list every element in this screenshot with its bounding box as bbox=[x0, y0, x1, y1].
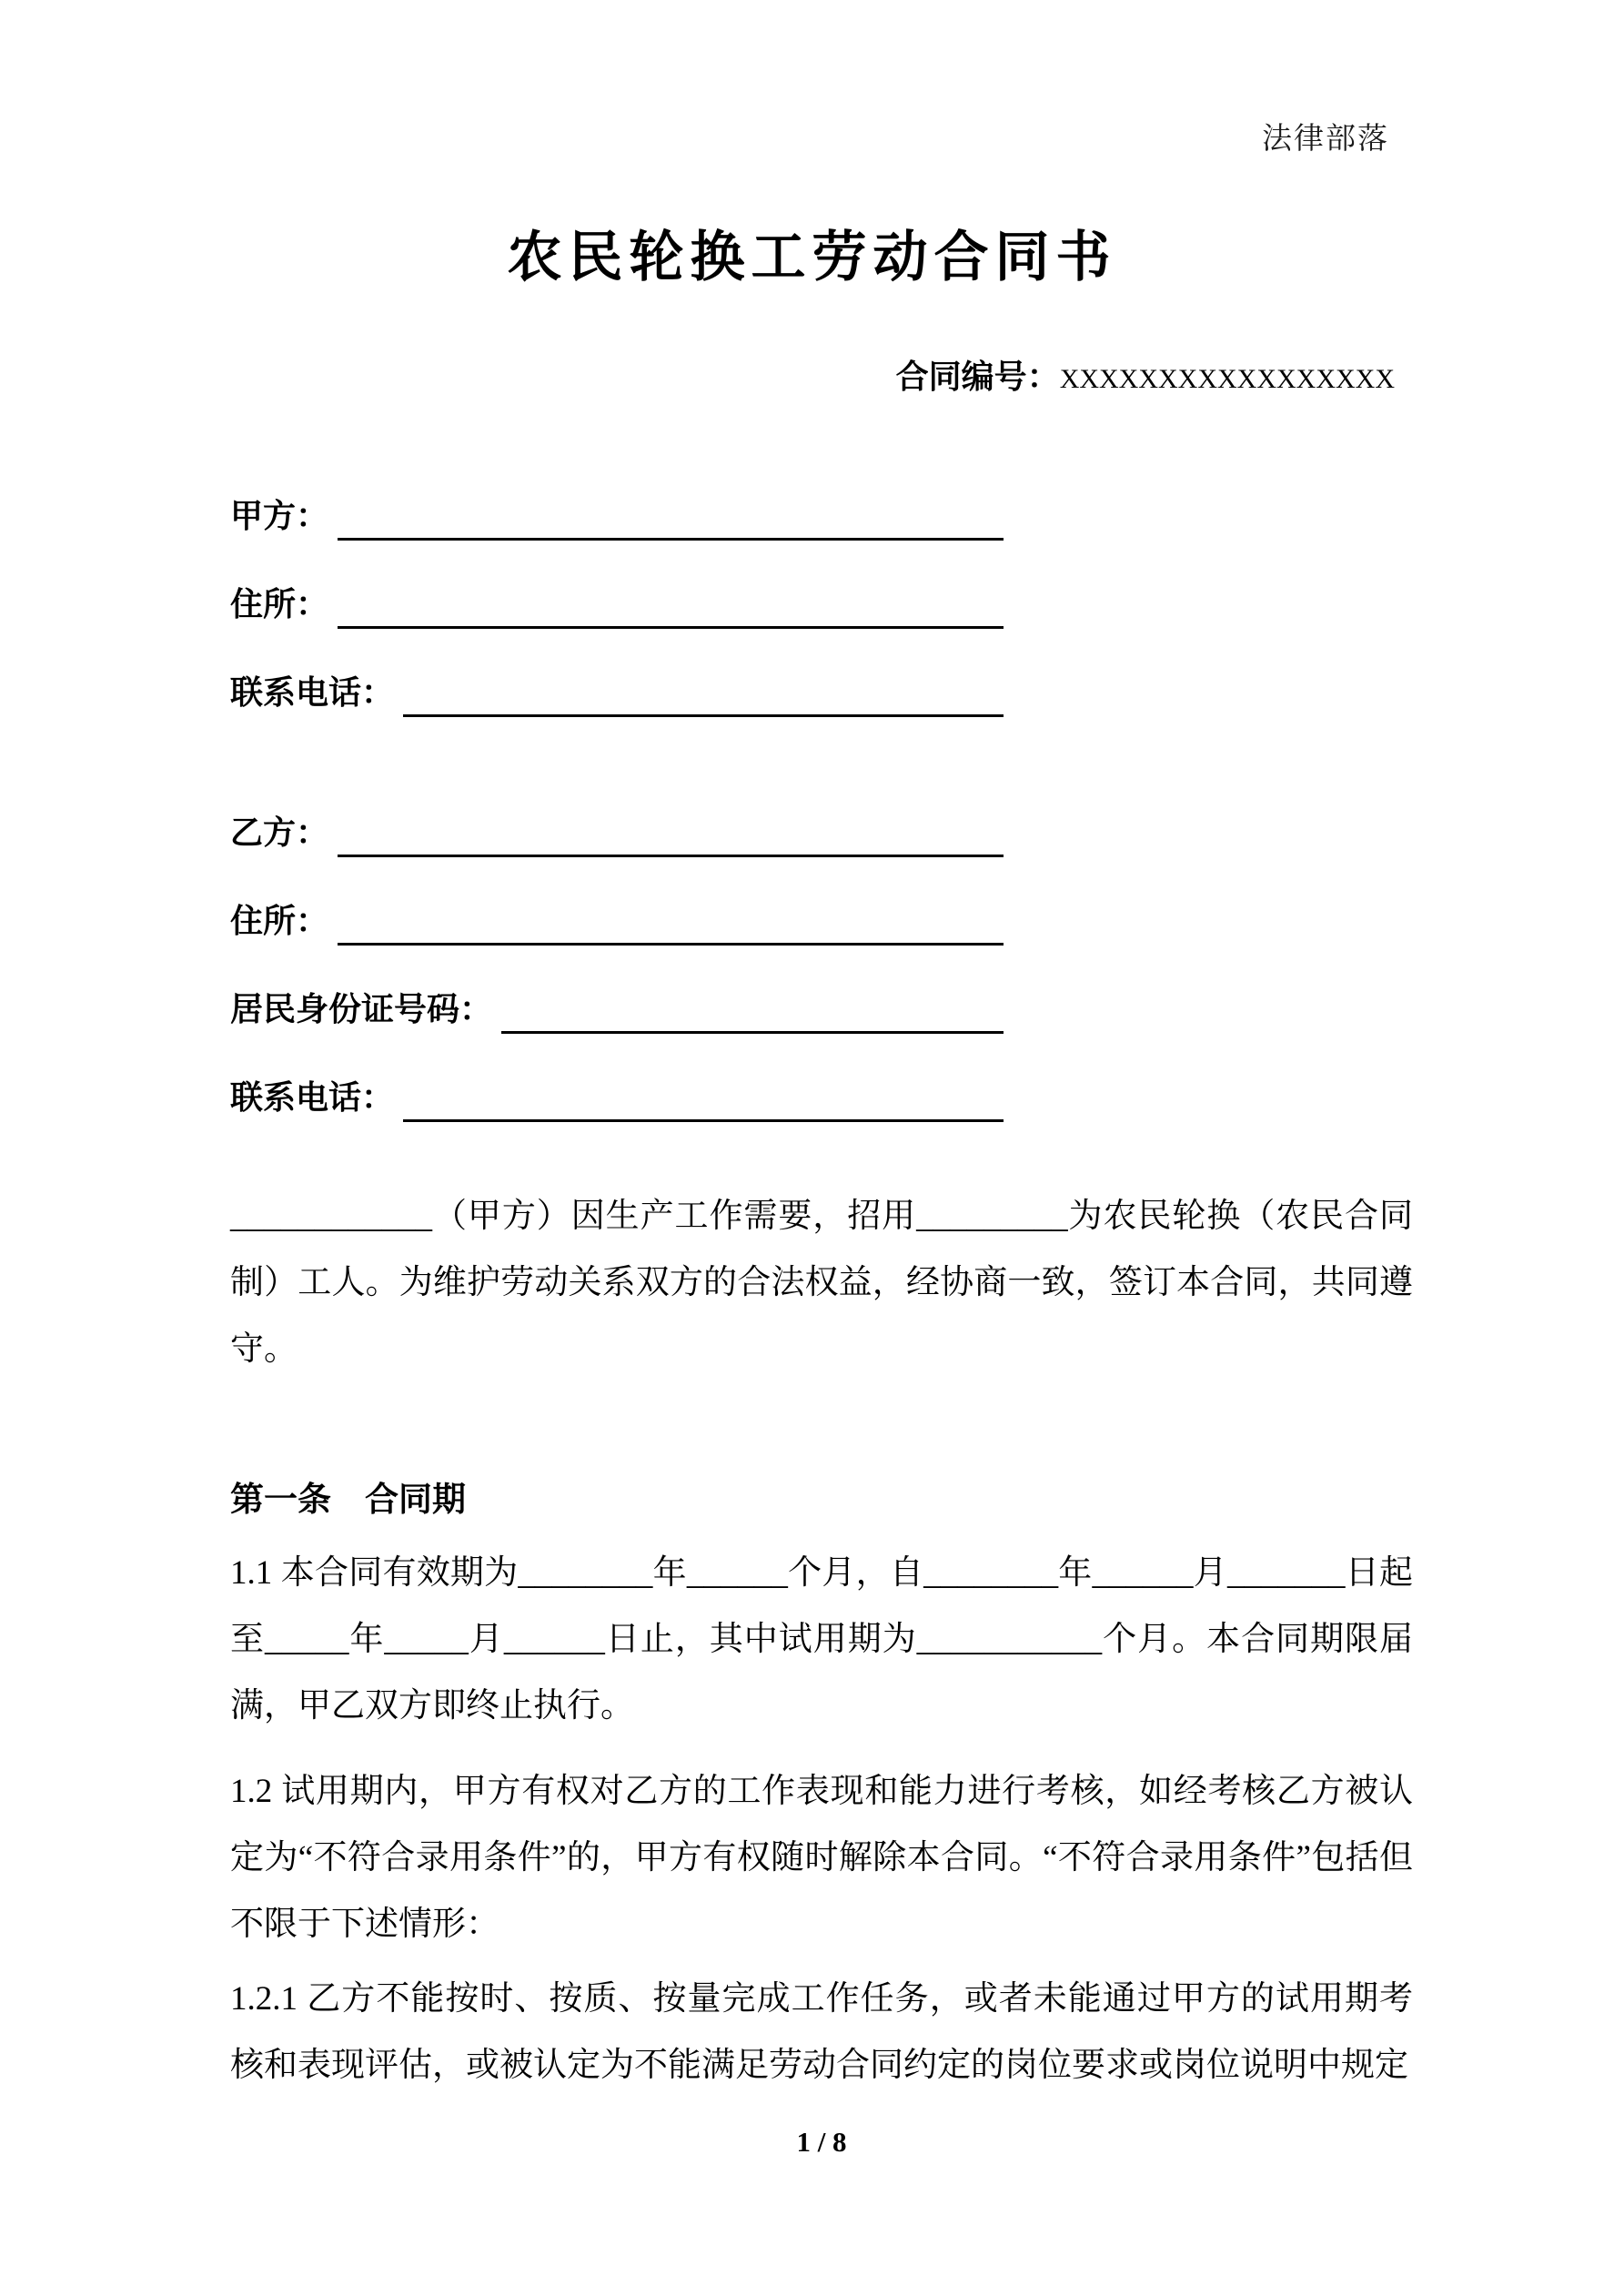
party-b-address-row bbox=[230, 896, 1004, 946]
party-a-phone-label: 联系电话： bbox=[230, 674, 395, 711]
party-b-phone-row bbox=[230, 1073, 1004, 1122]
party-a-address-blank bbox=[338, 580, 1004, 629]
party-a-address-row bbox=[230, 580, 1004, 629]
section-1-heading: 第一条 合同期 bbox=[230, 1482, 466, 1519]
party-a-phone-row bbox=[230, 668, 1004, 717]
party-a-phone-blank bbox=[403, 668, 1004, 717]
party-b-id-number-row bbox=[230, 985, 1004, 1034]
party-a-address-label: 住所： bbox=[230, 586, 329, 622]
party-b-name-blank bbox=[338, 808, 1004, 857]
party-b-name-row bbox=[230, 808, 1004, 857]
party-b-name-label: 乙方： bbox=[230, 814, 329, 851]
party-b-address-label: 住所： bbox=[230, 903, 329, 939]
party-b-address-blank bbox=[338, 896, 1004, 946]
contract-number-label: 合同编号： bbox=[895, 359, 1060, 395]
clause-1-1: 1.1 本合同有效期为________年______个月，自________年______月_______日起至_____年_____月______日止，其中试用期为___________个月。本合同期限届满，甲乙双方即终止执行。 bbox=[230, 1554, 1413, 1725]
document-title: 农民轮换工劳动合同书 bbox=[507, 228, 1117, 288]
watermark-text: 法律部落 bbox=[1262, 123, 1389, 156]
contract-number-line bbox=[896, 351, 1395, 398]
contract-number-value: XXXXXXXXXXXXXXXXX bbox=[1059, 364, 1395, 394]
party-a-name-blank bbox=[338, 491, 1004, 541]
party-b-phone-blank bbox=[403, 1073, 1004, 1122]
intro-paragraph: ____________（甲方）因生产工作需要，招用_________为农民轮换（农民合同制）工人。为维护劳动关系双方的合法权益，经协商一致，签订本合同，共同遵守。 bbox=[230, 1198, 1413, 1368]
party-a-name-row bbox=[230, 491, 1004, 541]
party-b-phone-label: 联系电话： bbox=[230, 1079, 395, 1116]
party-a-name-label: 甲方： bbox=[230, 498, 329, 534]
page-number: 1 / 8 bbox=[796, 2126, 847, 2158]
party-b-id-number-label: 居民身份证号码： bbox=[230, 991, 493, 1027]
clause-1-2: 1.2 试用期内，甲方有权对乙方的工作表现和能力进行考核，如经考核乙方被认定为“不符合录用条件”的，甲方有权随时解除本合同。“不符合录用条件”包括但不限于下述情形： bbox=[230, 1773, 1413, 1943]
party-b-id-number-blank bbox=[501, 985, 1004, 1034]
clause-1-2-1: 1.2.1 乙方不能按时、按质、按量完成工作任务，或者未能通过甲方的试用期考核和表现评估，或被认定为不能满足劳动合同约定的岗位要求或岗位说明中规定 bbox=[230, 1980, 1413, 2084]
